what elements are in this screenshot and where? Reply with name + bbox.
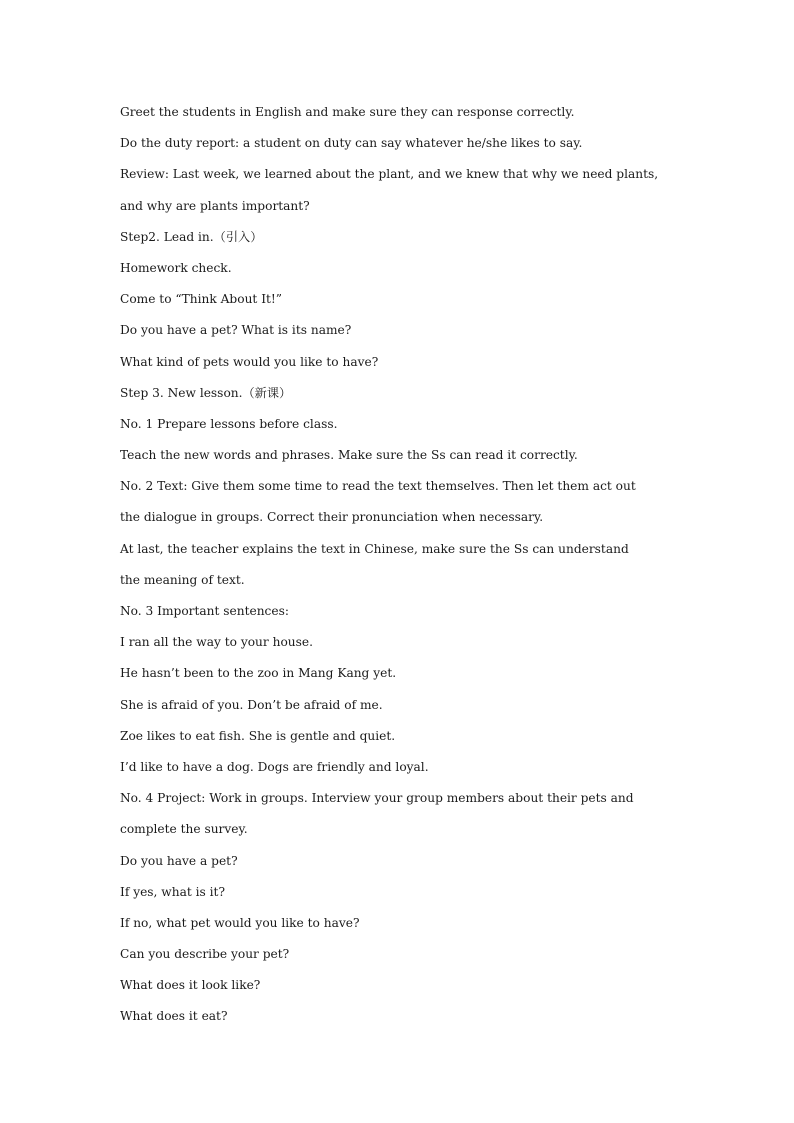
- step-2-heading: Step2. Lead in.（引入）: [120, 229, 263, 244]
- text-line-teach-words: Teach the new words and phrases. Make sure the Ss can read it correctly.: [120, 448, 578, 463]
- text-line-question-kind-of-pets: What kind of pets would you like to have?: [120, 354, 379, 369]
- text-line-no4-project: No. 4 Project: Work in groups. Interview your group members about their pets and: [120, 791, 634, 806]
- text-line-no1-prepare: No. 1 Prepare lessons before class.: [120, 416, 338, 431]
- survey-question-describe: Can you describe your pet?: [120, 947, 290, 962]
- survey-question-eat: What does it eat?: [120, 1009, 228, 1024]
- sentence-dog: I’d like to have a dog. Dogs are friendly and loyal.: [120, 759, 429, 774]
- survey-question-look-like: What does it look like?: [120, 978, 261, 993]
- survey-question-if-yes: If yes, what is it?: [120, 884, 225, 899]
- text-line-no2-text: No. 2 Text: Give them some time to read the text themselves. Then let them act out: [120, 479, 636, 494]
- text-line-review-continued: and why are plants important?: [120, 198, 310, 213]
- lesson-text-body: [120, 101, 680, 1037]
- sentence-afraid: She is afraid of you. Don’t be afraid of me.: [120, 697, 383, 712]
- text-line-no4-continued: complete the survey.: [120, 822, 248, 837]
- text-line-duty-report: Do the duty report: a student on duty can say whatever he/she likes to say.: [120, 136, 583, 151]
- sentence-zoe-fish: Zoe likes to eat fish. She is gentle and quiet.: [120, 728, 396, 743]
- survey-question-if-no: If no, what pet would you like to have?: [120, 915, 360, 930]
- text-line-question-pet-name: Do you have a pet? What is its name?: [120, 323, 352, 338]
- survey-question-have-pet: Do you have a pet?: [120, 853, 238, 868]
- step-3-heading: Step 3. New lesson.（新课）: [120, 385, 292, 400]
- text-line-teacher-explains: At last, the teacher explains the text in Chinese, make sure the Ss can understand: [120, 541, 629, 556]
- text-line-no2-continued: the dialogue in groups. Correct their pronunciation when necessary.: [120, 510, 544, 525]
- sentence-ran-all-the-way: I ran all the way to your house.: [120, 635, 313, 650]
- text-line-homework-check: Homework check.: [120, 260, 232, 275]
- text-line-think-about-it: Come to “Think About It!”: [120, 292, 283, 307]
- sentence-zoo: He hasn’t been to the zoo in Mang Kang yet.: [120, 666, 397, 681]
- text-line-teacher-explains-continued: the meaning of text.: [120, 572, 245, 587]
- text-line-greeting: Greet the students in English and make sure they can response correctly.: [120, 105, 575, 119]
- text-line-review: Review: Last week, we learned about the plant, and we knew that why we need plants,: [120, 167, 659, 182]
- text-line-no3-sentences: No. 3 Important sentences:: [120, 604, 289, 618]
